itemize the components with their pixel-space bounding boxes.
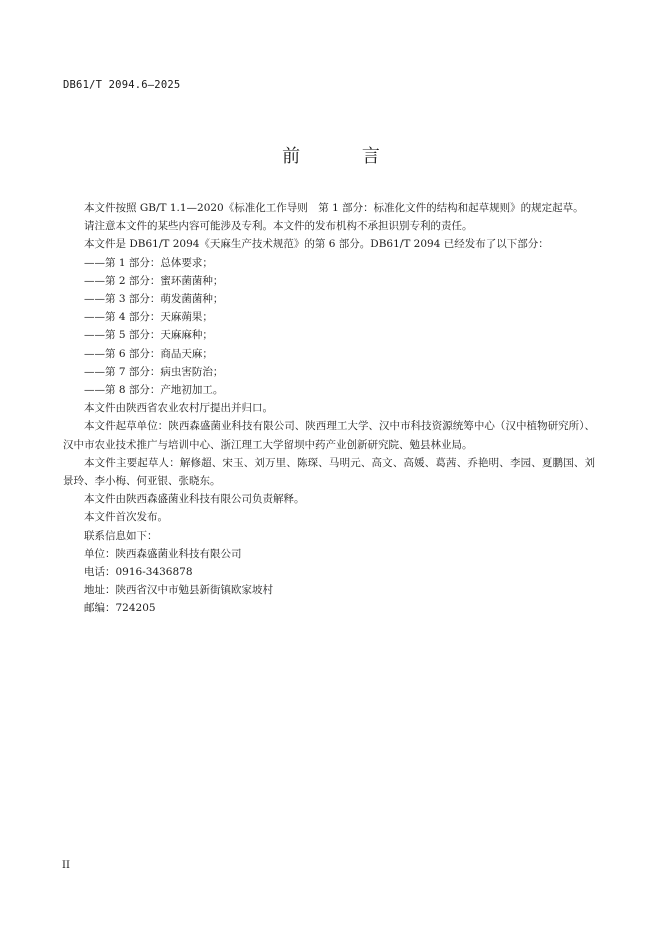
document-code: DB61/T 2094.6—2025 xyxy=(63,79,181,91)
list-item: ——第 8 部分：产地初加工。 xyxy=(84,384,224,397)
paragraph: 本文件起草单位：陕西森盛菌业科技有限公司、陕西理工大学、汉中市科技资源统筹中心（汉中植物研究所）、汉中市农业技术推广与培训中心、浙江理工大学留坝中药产业创新研究院、勉县林业局。 xyxy=(63,420,595,451)
list-item: ——第 3 部分：萌发菌菌种； xyxy=(84,293,224,306)
page-title: 前 言 xyxy=(282,146,408,167)
paragraph: 联系信息如下： xyxy=(84,529,158,542)
contact-line: 地址：陕西省汉中市勉县新街镇欧家坡村 xyxy=(84,584,273,597)
list-item: ——第 4 部分：天麻蒴果； xyxy=(84,311,213,324)
paragraph: 本文件首次发布。 xyxy=(84,511,168,524)
list-item: ——第 6 部分：商品天麻； xyxy=(84,347,213,360)
paragraph: 请注意本文件的某些内容可能涉及专利。本文件的发布机构不承担识别专利的责任。 xyxy=(84,220,473,233)
paragraph: 本文件是 DB61/T 2094《天麻生产技术规范》的第 6 部分。DB61/T 2094 已经发布了以下部分： xyxy=(84,238,549,251)
contact-line: 电话：0916-3436878 xyxy=(84,566,193,579)
paragraph: 本文件由陕西森盛菌业科技有限公司负责解释。 xyxy=(84,493,305,506)
document-body xyxy=(63,199,595,618)
list-item: ——第 1 部分：总体要求； xyxy=(84,256,213,269)
contact-line: 邮编：724205 xyxy=(84,602,156,615)
list-item: ——第 7 部分：病虫害防治； xyxy=(84,365,224,378)
list-item: ——第 2 部分：蜜环菌菌种； xyxy=(84,274,224,287)
paragraph: 本文件按照 GB/T 1.1—2020《标准化工作导则 第 1 部分：标准化文件的结构和起草规则》的规定起草。 xyxy=(84,202,584,214)
page-number: II xyxy=(62,860,70,871)
paragraph: 本文件由陕西省农业农村厅提出并归口。 xyxy=(84,402,273,415)
contact-line: 单位：陕西森盛菌业科技有限公司 xyxy=(84,547,242,560)
list-item: ——第 5 部分：天麻麻种； xyxy=(84,329,213,342)
paragraph: 本文件主要起草人：解修超、宋玉、刘万里、陈琛、马明元、高文、高媛、葛茜、乔艳明、李园、夏鹏国、刘景玲、李小梅、何亚银、张晓东。 xyxy=(63,456,595,488)
